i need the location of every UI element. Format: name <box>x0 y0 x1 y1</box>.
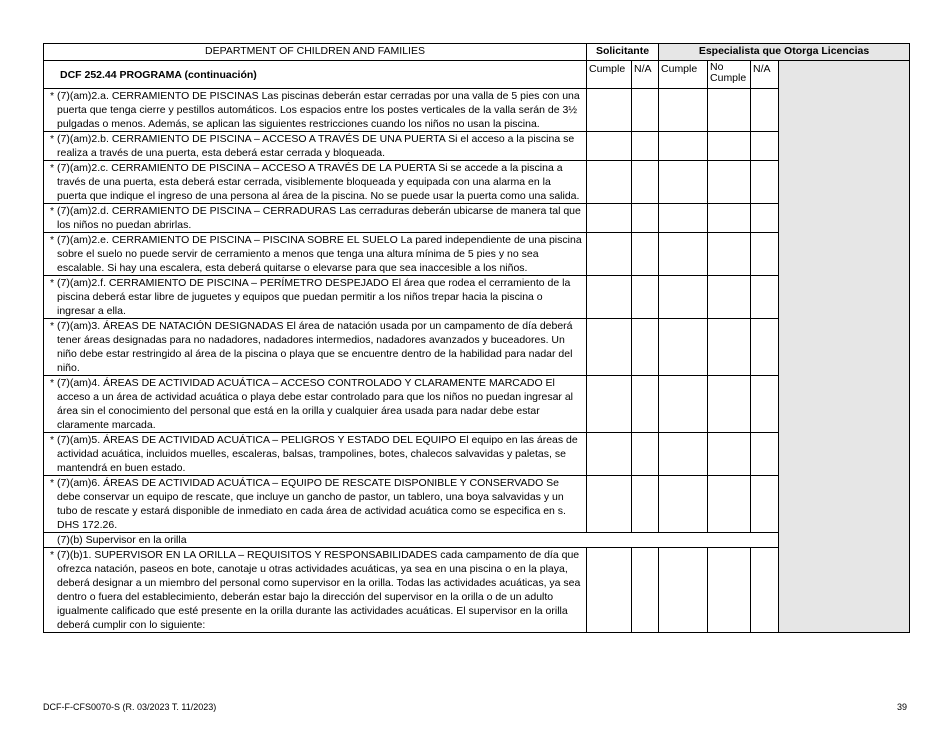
applicant-na-cell[interactable] <box>632 476 659 533</box>
applicant-na-cell[interactable] <box>632 276 659 319</box>
specialist-na-cell[interactable] <box>751 233 779 276</box>
requirement-text: (7)(am)2.d. CERRAMIENTO DE PISCINA – CERRADURAS Las cerraduras deberán ubicarse de manera tal que los niños no puedan abrirlas. <box>57 205 581 231</box>
applicant-na-cell[interactable] <box>632 132 659 161</box>
requirement-text: (7)(am)4. ÁREAS DE ACTIVIDAD ACUÁTICA – ACCESO CONTROLADO Y CLARAMENTE MARCADO El acceso a un área de actividad acuática o playa debe estar controlado para que los niños no puedan ingresar al área sin el conocimiento del personal que está en la orilla y cualquier área usada para nadar debe estar claramente marcada. <box>57 377 574 431</box>
specialist-cumple-cell[interactable] <box>659 276 708 319</box>
requirement-text-cell <box>44 433 587 476</box>
applicant-cumple-cell[interactable] <box>587 276 632 319</box>
requirement-text: (7)(am)6. ÁREAS DE ACTIVIDAD ACUÁTICA – EQUIPO DE RESCATE DISPONIBLE Y CONSERVADO Se debe conservar un equipo de rescate, que incluye un gancho de pastor, un tablero, una boya salvavidas y un tubo de rescate y estará disponible de inmediato en cada área de actividad acuática como se especifica en s. DHS 172.26. <box>57 477 566 531</box>
applicant-cumple-cell[interactable] <box>587 132 632 161</box>
specialist-cumple-cell[interactable] <box>659 233 708 276</box>
specialist-na-cell[interactable] <box>751 161 779 204</box>
applicant-cumple-cell[interactable] <box>587 233 632 276</box>
required-marker: * <box>50 549 55 561</box>
applicant-heading: Solicitante <box>587 44 659 61</box>
specialist-na-cell[interactable] <box>751 433 779 476</box>
specialist-no-cumple-cell[interactable] <box>708 204 751 233</box>
requirement-text: (7)(am)2.b. CERRAMIENTO DE PISCINA – ACCESO A TRAVÉS DE UNA PUERTA Si el acceso a la piscina se realiza a través de una puerta, esta deberá estar cerrada y bloqueada. <box>57 133 575 159</box>
specialist-cumple-cell[interactable] <box>659 89 708 132</box>
required-marker: * <box>50 277 55 289</box>
requirement-text-cell <box>44 276 587 319</box>
specialist-na-cell[interactable] <box>751 376 779 433</box>
requirement-text-cell <box>44 161 587 204</box>
applicant-cumple-cell[interactable] <box>587 376 632 433</box>
specialist-na-cell[interactable] <box>751 204 779 233</box>
applicant-na-cell[interactable] <box>632 233 659 276</box>
requirement-text: (7)(am)5. ÁREAS DE ACTIVIDAD ACUÁTICA – PELIGROS Y ESTADO DEL EQUIPO El equipo en las áreas de actividad acuática, incluidos muelles, escaleras, balsas, trampolines, botes, chalecos salvavidas y paletas, se mantendrá en buen estado. <box>57 434 578 474</box>
applicant-cumple-cell[interactable] <box>587 89 632 132</box>
applicant-na-cell[interactable] <box>632 161 659 204</box>
specialist-no-cumple-cell[interactable] <box>708 233 751 276</box>
department-heading: DEPARTMENT OF CHILDREN AND FAMILIES <box>44 44 587 61</box>
applicant-cumple-cell[interactable] <box>587 319 632 376</box>
specialist-no-cumple-cell[interactable] <box>708 161 751 204</box>
requirement-text: (7)(am)2.e. CERRAMIENTO DE PISCINA – PISCINA SOBRE EL SUELO La pared independiente de una piscina sobre el suelo no puede servir de cerramiento a menos que tenga una altura mínima de 5 pies y no sea escalable. Si hay una escalera, esta deberá quitarse o elevarse para que sea inaccesible a los niños. <box>57 234 582 274</box>
requirement-text-cell <box>44 204 587 233</box>
specialist-na-cell[interactable] <box>751 132 779 161</box>
requirement-text-cell <box>44 89 587 132</box>
requirement-text-cell <box>44 476 587 533</box>
specialist-cumple-cell[interactable] <box>659 548 708 633</box>
required-marker: * <box>50 320 55 332</box>
required-marker: * <box>50 205 55 217</box>
applicant-cumple-cell[interactable] <box>587 476 632 533</box>
requirement-text-cell <box>44 548 587 633</box>
requirement-text: (7)(am)2.a. CERRAMIENTO DE PISCINAS Las piscinas deberán estar cerradas por una valla de 5 pies con una puerta que tenga cierre y pestillos automáticos. Los espacios entre los postes verticales de la valla serán de 3½ pulgadas o menos. Además, se aplican las siguientes restricciones cuando los niños no usan la piscina. <box>57 90 580 130</box>
specialist-cumple-cell[interactable] <box>659 376 708 433</box>
applicant-na-cell[interactable] <box>632 319 659 376</box>
specialist-cumple-cell[interactable] <box>659 161 708 204</box>
requirement-text: (7)(am)2.f. CERRAMIENTO DE PISCINA – PERÍMETRO DESPEJADO El área que rodea el cerramiento de la piscina deberá estar libre de juguetes y equipos que puedan permitir a los niños trepar hacia la piscina o ingresar a ella. <box>57 277 571 317</box>
column-specialist-na: N/A <box>751 61 779 89</box>
form-id: DCF-F-CFS0070-S (R. 03/2023 T. 11/2023) <box>43 702 217 712</box>
licensing-checklist-table <box>43 43 910 633</box>
program-title: DCF 252.44 PROGRAMA (continuación) <box>44 61 587 89</box>
specialist-heading: Especialista que Otorga Licencias <box>659 44 910 61</box>
program-row <box>44 61 910 89</box>
applicant-na-cell[interactable] <box>632 204 659 233</box>
applicant-na-cell[interactable] <box>632 433 659 476</box>
required-marker: * <box>50 477 55 489</box>
requirement-text-cell <box>44 376 587 433</box>
applicant-cumple-cell[interactable] <box>587 204 632 233</box>
required-marker: * <box>50 90 55 102</box>
requirement-text-cell <box>44 132 587 161</box>
specialist-na-cell[interactable] <box>751 476 779 533</box>
applicant-cumple-cell[interactable] <box>587 548 632 633</box>
requirement-text-cell <box>44 319 587 376</box>
applicant-na-cell[interactable] <box>632 89 659 132</box>
specialist-no-cumple-cell[interactable] <box>708 89 751 132</box>
column-applicant-na: N/A <box>632 61 659 89</box>
specialist-no-cumple-cell[interactable] <box>708 376 751 433</box>
requirement-text-cell <box>44 233 587 276</box>
specialist-no-cumple-cell[interactable] <box>708 548 751 633</box>
shaded-margin <box>779 61 910 633</box>
requirement-text: (7)(am)3. ÁREAS DE NATACIÓN DESIGNADAS El área de natación usada por un campamento de día deberá tener áreas designadas para no nadadores, nadadores intermedios, nadadores avanzados y buceadores. Un niño debe estar restringido al área de la piscina o playa que se encuentre dentro de la habilidad para nadar del niño. <box>57 320 573 374</box>
requirement-text: (7)(am)2.c. CERRAMIENTO DE PISCINA – ACCESO A TRAVÉS DE LA PUERTA Si se accede a la piscina a través de una puerta, esta deberá estar cerrada, visiblemente bloqueada y equipada con una alarma en la puerta que indique el ingreso de una persona al área de la piscina. No se puede usar la puerta como una salida. <box>57 162 580 202</box>
required-marker: * <box>50 377 55 389</box>
column-specialist-no-cumple: No Cumple <box>708 61 751 89</box>
required-marker: * <box>50 162 55 174</box>
applicant-cumple-cell[interactable] <box>587 161 632 204</box>
specialist-na-cell[interactable] <box>751 548 779 633</box>
specialist-no-cumple-cell[interactable] <box>708 433 751 476</box>
requirement-text: (7)(b)1. SUPERVISOR EN LA ORILLA – REQUISITOS Y RESPONSABILIDADES cada campamento de día que ofrezca natación, paseos en bote, canotaje u otras actividades acuáticas, ya sea en una piscina o en la playa, deberá designar a un miembro del personal como supervisor en la orilla. Todas las actividades acuáticas, ya sea dentro o fuera del establecimiento, deberán estar bajo la dirección del supervisor en la orilla o de un adulto igualmente calificado que esté presente en la orilla durante las actividades acuáticas. El supervisor en la orilla deberá cumplir con lo siguiente: <box>57 549 581 631</box>
specialist-cumple-cell[interactable] <box>659 132 708 161</box>
applicant-cumple-cell[interactable] <box>587 433 632 476</box>
specialist-na-cell[interactable] <box>751 89 779 132</box>
applicant-na-cell[interactable] <box>632 376 659 433</box>
section-heading: (7)(b) Supervisor en la orilla <box>44 533 779 548</box>
required-marker: * <box>50 133 55 145</box>
required-marker: * <box>50 234 55 246</box>
applicant-na-cell[interactable] <box>632 548 659 633</box>
header-row <box>44 44 910 61</box>
specialist-cumple-cell[interactable] <box>659 433 708 476</box>
page-number: 39 <box>896 702 907 712</box>
specialist-no-cumple-cell[interactable] <box>708 276 751 319</box>
specialist-cumple-cell[interactable] <box>659 319 708 376</box>
specialist-no-cumple-cell[interactable] <box>708 132 751 161</box>
column-specialist-cumple: Cumple <box>659 61 708 89</box>
specialist-no-cumple-cell[interactable] <box>708 319 751 376</box>
specialist-na-cell[interactable] <box>751 276 779 319</box>
specialist-cumple-cell[interactable] <box>659 476 708 533</box>
required-marker: * <box>50 434 55 446</box>
specialist-no-cumple-cell[interactable] <box>708 476 751 533</box>
specialist-na-cell[interactable] <box>751 319 779 376</box>
column-applicant-cumple: Cumple <box>587 61 632 89</box>
specialist-cumple-cell[interactable] <box>659 204 708 233</box>
